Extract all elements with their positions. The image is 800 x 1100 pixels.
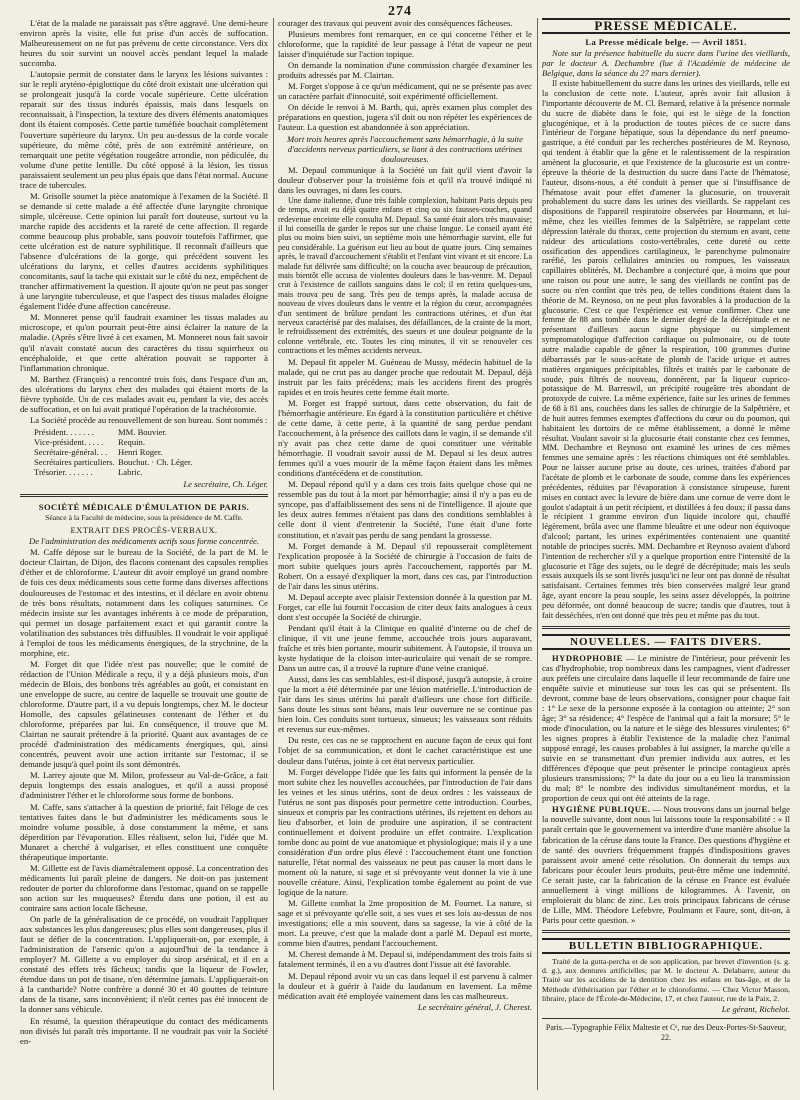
paragraph: Plusieurs membres font remarquer, en ce qui concerne l'éther et le chloroforme, que la rapidité de leur passage à l'état de vapeur ne peut laisser d'inquiétude sur l'action topique. <box>278 29 532 60</box>
paragraph: M. Cherest demande à M. Depaul si, indépendamment des trois faits si fatalement terminés, il en a vu d'autres dont l'issue ait été favorable. <box>278 949 532 970</box>
bureau-row <box>34 457 268 467</box>
topic-title: Mort trois heures après l'accouchement sans hémorrhagie, à la suite d'accidents nerveux particuliers, se liant à des contractions utérines douloureuses. <box>287 133 523 164</box>
paragraph: On décide le renvoi à M. Barth, qui, après examen plus complet des préparations en question, jugera s'il doit ou non répéter les expériences de l'auteur. La question est abandonnée à son appréciation. <box>278 102 532 133</box>
bureau-member: MM. Bouvier. <box>118 426 167 437</box>
paragraph: M. Forget dit que l'idée n'est pas nouvelle; que le comité de rédaction de l'Union Médicale a reçu, il y a déjà plusieurs mois, d'un médecin de Blois, des bonbons très agréables au goût, et consistant en une enveloppe de sucre, au centre de laquelle se trouvait une goutte de chloroforme. D'autre part, il a vu depuis longtemps, chez M. le docteur Homolle, des capsules gélatineuses contenant de l'éther et du chloroforme, préparées par lui. En conséquence, il trouve que M. Clairtan ne saurait prétendre à la priorité. Quant aux avantages de ce procédé d'administration des médicaments énergiques, qui, ainsi concentrés, peuvent avoir une action irritante sur l'estomac, il se demande jusqu'à quel point ils sont démontrés. <box>20 658 268 770</box>
paragraph: M. Grisolle soumet la pièce anatomique à l'examen de la Société. Il se demande si cette malade a été affectée d'une laryngite chronique simple, ulcéreuse. Cette opinion lui paraît fort douteuse, surtout vu la marche rapide des accidents et la rareté de cette affection. Il regarde comme beaucoup plus probable, sans pouvoir toutefois l'affirmer, que cette ulcération est de nature syphilitique. Il reconnaît d'ailleurs que l'absence d'ulcérations de la gorge, qui précédent souvent les ulcérations du larynx, et celles d'autres accidents syphilitiques concomitants, sauf la tache qui existait sur le côté du nez, empêchent de trancher affirmativement la question. Il ajoute qu'on ne peut pas songer à une laryngite tuberculeuse, et que l'aspect des tissus malades éloigne également l'idée d'une affection cancéreuse. <box>20 190 268 312</box>
page-number: 274 <box>388 4 412 19</box>
signature: Le gérant, Richelot. <box>721 1004 790 1015</box>
paragraph: Il existe habituellement du sucre dans les urines des vieillards, telle est la conclusion de cette note. L'auteur, après avoir fait allusion à l'importante découverte de M. Cl. Bernard, relative à la présence normale du sucre de diabète dans le foie, qui est le siège de la fonction glucogénique, et à la production de toutes pièces de ce sucre dans l'intérieur de l'organe hépatique, sous la dépendance du nerf pneumo-gastrique, a été conduit par les recherches postérieures de M. Reynoso, qui tendent à établir que la gêne et le ralentissement de la respiration amènent la glucosurie, et que l'existence de la glucosurie est un contre-épreuve la théorie de la destruction du sucre dans l'acte de l'hématose, l'auteur, disons-nous, a été conduit à penser que si l'insuffisance de l'hématose avait pour effet d'amener la glucosurie, on trouverait probablement du sucre dans les urines des vieillards. Se rappelant ces dispositions de l'appareil respiratoire observées par Hourmann, et lui-même, chez les vieilles femmes de la Salpêtrière, se rappelant cette dépression latérale du thorax, cette projection du sternum en avant, cette raideur des articulations costo-vertébrales, cette dureté ou cette ossification des appendices cartilagineux, le parenchyme pulmonaire raréfié, les parois cellulaires amincies ou rompues, les vaisseaux capillaires oblitérés, M. Dechambre a conjecturé que, à moins que pour une raison ou pour une autre, le sang des vieillards ne contînt pas de sucre ou n'en contînt que très peu, de telles conditions étaient dans la théorie de M. Reynoso, on ne peut plus favorables à la production de la glucosurie. C'est ce que l'expérience est venue confirmer. Chez une femme de 88 ans tombée dans le dernier degré de la décrépitude et ne présentant d'ailleurs aucun signe physique ou simplement symptomatologique d'affection cardiaque ou pulmonaire, ou de toute autre maladie capable de gêner la respiration, 100 grammes d'urine débarrassés par le sous-acétate de plomb de l'acide urique et autres matières organiques précipitables, filtrés et traités par le carbonate de soude, puis filtrés de nouveau, donnèrent, par la liqueur cuprico-potassique de M. Barreswil, un précipité rougeâtre très abondant de protoxyde de cuivre. La même expérience, faite sur les urines de femmes de 68 à 81 ans, couchées dans les salles de chirurgie de la Salpêtrière, et de huit autres femmes exemptes d'affections du cœur ou du poumon, qui habitaient les dortoirs de ce même établissement, a donné le même résultat. Voulant savoir si la glucosurie était constante chez ces femmes, MM. Dechambre et Reynoso ont examiné les urines de ces mêmes femmes une semaine après : les réactions chimiques ont été semblables. Pour ne laisser aucune prise au doute, ces urines, traitées d'abord par l'acétate de plomb et le carbonate de soude, comme dans les expériences précédentes, réduites par l'évaporation à consistance sirupeuse, furent mises en contact avec la levure de bière dans une cornue de verre dont le goulot s'adaptait à un petit récipient, et distillées à feu doux; il passa dans le récipient 1 gramme environ d'un liquide incolore qui, chauffé légèrement, brûla avec une flamme bleuâtre et une odeur non équivoque d'alcool; partant, les urines expérimentées contenaient une quantité notable de principes sucrés. MM. Dechambre et Reynoso avaient d'abord l'intention de rechercher s'il y a quelque proportion entre l'intensité de la glucosurie et l'âge des sujets, ou le degré de décrépitude; mais les seuls essais auxquels ils se sont livrés jusqu'ici ne leur ont pas donné de résultat satisfaisant. Certaines femmes très bien conservées malgré leur grand âge, ayant encore la peau souple, les seins assez développés, la poitrine peu déformée, ont donné beaucoup de sucre; tandis que d'autres, tout à fait desséchées, n'en ont donné que très peu et même pas du tout. <box>542 79 790 620</box>
bureau-member: Requin. <box>118 436 145 447</box>
paragraph: Pendant qu'il était à la Clinique en qualité d'interne ou de chef de clinique, il vit une jeune femme, accouchée trois jours auparavant, fraîche et très bien portante, mourir subitement. À l'autopsie, il trouva un kyste hydatique de la cloison inter-auriculaire qui venait de se rompre. Dans un autre cas, il a trouvé la rupture d'une veine craniqué. <box>278 622 532 674</box>
bureau-member: Bouchut. · Ch. Léger. <box>118 457 193 468</box>
paragraph: M. Gillette combat la 2me proposition de M. Fournet. La nature, si sage et si prévoyante qu'elle soit, a ses vues et ses lois au-dessus de nos investigations; elle a mis souvent, dans sa sagesse, la vie à côté de la mort. La preuve, c'est que la malade dont a parlé M. Depaul est morte, comme bien d'autres, pendant l'accouchement. <box>278 898 532 949</box>
bureau-role: Secrétaires particuliers. <box>34 457 115 468</box>
section-title: SOCIÉTÉ MÉDICALE D'ÉMULATION DE PARIS. <box>38 502 250 513</box>
bibliography-entry: Traité de la gutta-percha et de son application, par brevet d'invention (s. g. d. g.), aux dentures artificielles; par M. le docteur A. Delabarre, auteur du Traité sur les accidens de la dentition chez les enfans en bas-âge, et de la Méthode d'éthérisation par l'éther et le chloroforme. — Chez Victor Masson, libraire, place de l'École-de-Médecine, 17, et chez l'auteur, rue de la Paix, 2. <box>542 957 790 1003</box>
bureau-row <box>34 437 268 447</box>
paragraph: Aussi, dans les cas semblables, est-il disposé, jusqu'à autopsie, à croire que la mort a été déterminée par une lésion matérielle. L'introduction de l'air dans les sinus utérins lui paraît d'ailleurs une chose fort difficile. Sans doute les sinus sont béans, mais leur ouverture ne se continue pas bien loin. Ces conduits sont tortueux, sinueux; les vaisseaux sont réduits et revenus sur eux-mêmes. <box>278 674 532 735</box>
bureau-member: Henri Roger. <box>118 446 163 457</box>
column-middle <box>278 18 532 1090</box>
paragraph: M. Forget développe l'idée que les faits qui informent la pensée de la mort subite chez les nouvelles accouchées, par l'introduction de l'air dans les veines et les sinus utérins, sont de deux ordres : les vaisseaux de l'utérus ne sont pas disposés pour permettre cette introduction. Courbes, sinueux et compris par les contractions utérines, ils rejettent en dehors au lieu d'absorber, et loin de produire une aspiration, il se contractent continuellement et doivent produire un effet contraire. L'explication tombe donc au point de vue anatomique et physiologique; mais il y a une considération d'un ordre plus élevé : l'accouchement étant une fonction naturelle, l'état normal des vaisseaux ne peut pas causer la mort dans le moment où la nature, si sage et si prévoyante veut donner la vie à une nouvelle créature. Ainsi, l'explication tombe également au point de vue logique de la nature. <box>278 766 532 898</box>
news-text: — Le ministre de l'intérieur, pour prévenir les cas d'hydrophobie, trop nombreux dans les campagnes, vient d'adresser aux préfets une circulaire dans laquelle il leur recommande de faire une enquête suivie et minutieuse sur tous les cas qui se présentent. Ils devront, comme base de leurs observations, consigner pour chaque fait : 1° Le sexe de la personne exposée à la contagion ou atteinte; 2° son âge; 3° sa résidence; 4° l'espèce de l'animal qui a fait la morsure; 5° le mode d'inoculation, ou la nature et le siège des blessures virulentes; 6° les signes propres à établir l'existence de la maladie chez l'animal supposé enragé, les causes probables à lui assigner, la marche qu'elle a suivie en se transmettant d'un premier individu aux autres, et les différences d'époque que peut présenter le principe contagieux après plusieurs transmissions; 7° la date du jour ou a eu lieu la transmission du mal; 8° le nombre des individus simultanément mordus, et la proportion de ceux qui ont été atteints de la rage. <box>542 652 790 804</box>
topic-title: De l'administration des médicaments actifs sous forme concentrée. <box>28 536 259 547</box>
column-left <box>20 18 268 1090</box>
bureau-role: Secrétaire-général. . . <box>34 446 108 457</box>
bureau-role: Président. . . . . . . <box>34 426 94 437</box>
paragraph: Du reste, ces cas ne se rapprochent en aucune façon de ceux qui font l'objet de sa communication, et dont le cachet caractéristique est une douleur dans l'utérus, jointe à cet état nerveux particulier. <box>278 735 532 766</box>
paragraph: La Société procède au renouvellement de son bureau. Sont nommés : <box>30 414 268 425</box>
section-banner: PRESSE MÉDICALE. <box>542 18 790 34</box>
paragraph: L'état de la malade ne paraissait pas s'être aggravé. Une demi-heure environ après la visite, elle fut prise d'un accès de suffocation. Malheureusement on ne fut pas prévenu de cette circonstance. Vers dix heures du soir survint un nouvel accès pendant lequel la malade succomba. <box>20 18 268 69</box>
section-rule <box>542 930 790 933</box>
paragraph: L'autopsie permit de constater dans le larynx les lésions suivantes : sur le repli aryténo-épiglottique du côté droit existait une ulcération qui se prolongeait jusqu'à la corde vocale supérieure. Cette ulcération reparait sur des tissus indurés épaissis, mais dans lesquels on reconnaissait, à l'inspection, la texture des divers éléments anatomiques dont ils étaient composés. Cette partie tuméfiée bouchait complètement l'ouverture supérieure du larynx. Un peu au-dessus de la corde vocale supérieure, du même côté, près de son extrémité antérieure, on remarquait une petite végétation rougeâtre arrondie, non pédiculée, du volume d'une petite lentille. Du côté opposé à la lésion, les tissus paraissaient seulement un peu plus épais que dans l'état normal. Aucune trace de tubercules. <box>20 69 268 190</box>
paragraph: M. Barthez (François) a rencontré trois fois, dans l'espace d'un an, des ulcérations du larynx chez des malades qui étaient morts de la fièvre typhoïde. Un de ces malades avait eu, pendant la vie, des accès de suffocation, et on lui avait pratiqué l'opération de la trachéotomie. <box>20 373 268 414</box>
signature: Le secrétaire, Ch. Léger. <box>183 479 268 490</box>
paragraph: M. Depaul accepte avec plaisir l'extension donnée à la question par M. Forget, car elle lui fournit l'occasion de citer deux faits analogues à ceux dont s'est occupée la Société de chirurgie. <box>278 591 532 622</box>
paragraph: M. Forget demande à M. Depaul s'il repousserait complètement l'explication proposée à la Société de chirurgie à l'occasion de faits de mort subite quelques jours après l'accouchement, rapportés par M. Robert. On a essayé d'expliquer la mort, dans ces cas, par l'introduction de l'air dans les sinus utérins. <box>278 540 532 591</box>
column-right <box>542 18 790 1090</box>
section-subtitle: Séance à la Faculté de médecine, sous la présidence de M. Caffe. <box>45 513 243 523</box>
paragraph: M. Caffe dépose sur le bureau de la Société, de la part de M. le docteur Clairtan, de Dijon, des flacons contenant des capsules remplies d'éther et de chloroforme. L'auteur dit avoir employé un grand nombre de fois ces deux médicaments sous cette forme dans diverses affections douloureuses de l'estomac et des intestins, et il déclare en avoir obtenu de très bons résultats, notamment dans les coliques saturnines. Ce médecin insiste sur les avantages inhérents à ce mode de préparation, qui permet un dosage parfaitement exact et qui garantit contre la volatilisation des substances très diffusibles. Il voudrait le voir appliqué à l'emploi de tous les médicaments énergiques, de la strychnine, de la morphine, etc. <box>20 547 268 658</box>
paragraph: On demande la nomination d'une commission chargée d'examiner les produits adressés par M. Clairtan. <box>278 60 532 81</box>
column-divider <box>537 18 538 1090</box>
news-label: HYGIÈNE PUBLIQUE. <box>552 804 651 815</box>
bureau-role: Vice-président. . . . . <box>34 436 104 447</box>
paragraph: En résumé, la question thérapeutique du contact des médicaments non divisés lui paraît très importante. Il ne voudrait pas voir la Société en- <box>20 1015 268 1046</box>
section-banner: NOUVELLES. — FAITS DIVERS. <box>542 634 790 650</box>
paragraph: M. Depaul communique à la Société un fait qu'il vient d'avoir la douleur d'observer pour la troisième fois et qu'il n'a trouvé indiqué ni dans les ouvrages, ni dans les cours. <box>278 164 532 195</box>
paragraph: On parle de la généralisation de ce procédé, on voudrait l'appliquer aux substances les plus dangereuses; plus elles sont dangereuses, plus il faut se défier de la concentration. L'appliquerait-on, par exemple, à l'administration de l'arsenic qu'on a aujourd'hui de la tendance à employer? M. Gillette a vu employer du sirop arsénical, et il en a constaté des effets très fâcheux; tandis que la liqueur de Fowler, étendue dans un pot de tisane, n'en détermine jamais. L'appliquerait-on à la cantharide? Notre confrère a donné 30 et 40 gouttes de teinture dans de la tisane, sans inconvénient; il n'eût certes pas été innocent de la donner sans véhicule. <box>20 914 268 1015</box>
paragraph: Une dame italienne, d'une très faible complexion, habitant Paris depuis peu de temps, avait eu déjà quatre enfans et cinq ou six fausses-couches, quand redevenue enceinte elle consulta M. Depaul. Sa santé était alors très mauvaise; il lui conseilla de garder le repos sur une chaise longue. Le conseil ayant été plus ou moins bien suivi, un septième mois une hémorrhagie survint, elle fut peu considérable. La guérison eut lieu au bout de quatre jours. Cinq semaines après, le travail d'accouchement s'établit et l'enfant vint vivant et sit encore. La malade fut délivrée sans difficulté; on la coucha avec beaucoup de précaution, mais bientôt elle accusa de violentes douleurs dans le bas-ventre. M. Depaul crut à l'existence de caillots sanguins dans le col; il en retira quelques-uns, mais trouva peu de sang. Très peu de temps après, la malade accusa de nouveau de vives douleurs dans le ventre et la région du cœur, accompagnées d'un sentiment de brûlure pendant les contractions utérines, et d'un état nerveux caractérisé par des malaises, des défaillances, de la crainte de la mort, le refroidissement des extrémités, des sueurs et une douleur poignante de la colonne vertébrale, etc. Toutes les cinq minutes, il vit se renouveler ces contractions et les mêmes accidents nerveux. <box>278 195 532 356</box>
news-item <box>542 804 790 925</box>
bureau-row <box>34 467 268 477</box>
signature: Le secrétaire général, J. Cherest. <box>417 1001 532 1012</box>
paragraph: M. Gillette est de l'avis diamétralement opposé. La concentration des médicaments lui paraît pleine de dangers. Ne doit-on pas justement redouter de porter du chloroforme dans l'estomac, quand on se rappelle son action sur les muqueuses? Étendu dans une potion, il est au contraire sans action locale fâcheuse. <box>20 862 268 913</box>
news-text: — Nous trouvons dans un journal belge la nouvelle suivante, dont nous lui laissons toute la responsabilité : « Il paraît certain que le gouvernement va interdire d'une manière absolue la fabrication de la céruse dans toute la France. Des questions d'hygiène et de santé des ouvriers fréquemment frappés d'indispositions graves paraissent avoir amené cette résolution. On donnerait du temps aux fabricans pour écouler leurs produits, peut-être même une indemnité. Ce serait juste, car la fabrication de la céruse en France est évaluée annuellement à vingt millions de kilogrammes. À l'avenir, on emploierait du blanc de zinc. Les trois principaux fabricans de céruse de Lille, MM. Théodore Lefebvre, Poulmann et Faure, sont, dit-on, à Paris pour cette question. » <box>542 804 790 925</box>
paragraph: M. Monneret pense qu'il faudrait examiner les tissus malades au microscope, et qu'on pourrait peut-être ainsi éclairer la nature de la maladie. (Après s'être livré à cet examen, M. Monneret nous fait savoir qu'il n'avait constaté aucun des caractères du tissu squirrheux ou encéphaloïde, et que cette altération pouvait se rapporter à l'inflammation chronique. <box>20 312 268 373</box>
bureau-role: Trésorier. . . . . . . <box>34 467 93 478</box>
news-item <box>542 653 790 804</box>
bureau-member: Labric. <box>118 467 143 478</box>
bureau-row <box>34 427 268 437</box>
imprint: Paris.—Typographie Félix Malteste et Cᵉ, rue des Deux-Portes-St-Sauveur, 22. <box>545 1023 787 1043</box>
paragraph: M. Caffe, sans s'attacher à la question de priorité, fait l'éloge de ces tentatives faites dans le but d'administrer les médicaments sous le moindre volume possible, à dose constamment la même, et sans déperdition par l'évaporation. Elles réalisent, selon lui, l'idée que M. Munaret a cherché à vulgariser, et elles constituent une conquête thérapeutique importante. <box>20 801 268 862</box>
section-rule <box>542 626 790 629</box>
paragraph: courager des travaux qui peuvent avoir des conséquences fâcheuses. <box>278 18 513 28</box>
extract-title: EXTRAIT DES PROCÈS-VERBAUX. <box>70 525 218 536</box>
paragraph: M. Depaul répond avoir vu un cas dans lequel il est parvenu à calmer la douleur et à guérir à l'aide du laudanum en lavement. La même médication avait été employée vainement dans les cas malheureux. <box>278 970 532 1001</box>
bureau-list <box>34 427 268 477</box>
paragraph: M. Forget s'oppose à ce qu'un médicament, qui ne se présente pas avec un caractère parfait d'innocuité, soit expérimenté officiellement. <box>278 81 532 102</box>
paragraph: M. Forget est frappé surtout, dans cette observation, du fait de l'hémorrhagie antérieure. En égard à la constitution particulière et chétive de cette dame, à cette perte, à la quantité de sang perdue pendant l'accouchement, à la présence des caillots dans le vagin, il se demande s'il n'y avait pas chez cette dame de quoi constituer une véritable hémorrhagie. Il voudrait savoir aussi de M. Depaul si les deux autres femmes qu'il a vues mourir de la même façon étaient dans les mêmes conditions d'antécédens et de constitution. <box>278 397 532 479</box>
section-title: La Presse médicale belge. — Avril 1851. <box>585 37 747 48</box>
section-rule <box>20 494 268 497</box>
column-divider <box>273 18 274 1090</box>
bureau-row <box>34 447 268 457</box>
section-banner: BULLETIN BIBLIOGRAPHIQUE. <box>542 938 790 954</box>
paragraph: M. Depaul fit appeler M. Guéneau de Mussy, médecin habituel de la malade, qui ne crut pas au danger proche que redoutait M. Depaul, déjà instruit par les faits précédens; mais les accidens firent des progrès rapides et en trois heures cette femme était morte. <box>278 356 532 397</box>
article-title: Note sur la présence habituelle du sucre dans l'urine des vieillards, par le docteur A. Dechambre (lue à l'Académie de médecine de Belgique, dans la séance du 27 mars dernier). <box>542 48 790 79</box>
paragraph: M. Larrey ajoute que M. Milon, professeur au Val-de-Grâce, a fait depuis longtemps des essais analogues, et qu'il a aussi proposé d'administrer l'éther et le chloroforme sous forme de bonbons. <box>20 770 268 801</box>
news-label: HYDROPHOBIE <box>552 652 623 663</box>
section-rule <box>542 1018 790 1019</box>
paragraph: M. Depaul répond qu'il y a dans ces trois faits quelque chose qui ne ressemble pas du tout à la mort par hémorrhagie; ainsi il n'y a pas eu de syncope, pas d'affaiblissement des sens ni de l'intelligence. Il ajoute que les deux autres femmes n'étaient pas dans des conditions semblables à celle dont il vient d'entretenir la Société, l'une était d'une forte constitution, et n'avait pas perdu de sang pendant la grossesse. <box>278 479 532 540</box>
